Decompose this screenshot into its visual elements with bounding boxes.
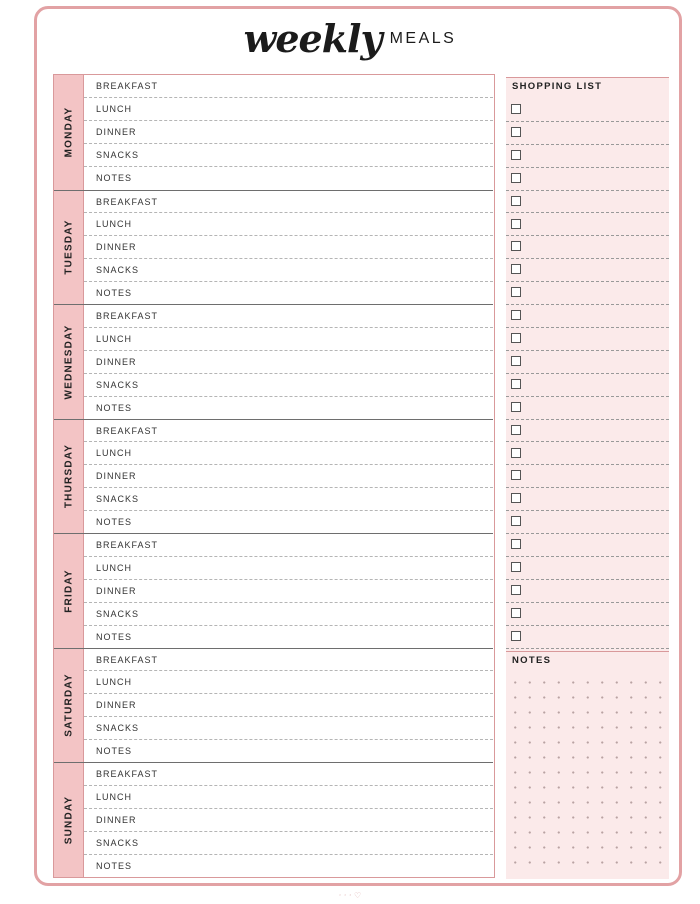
meal-label: BREAKFAST: [96, 311, 159, 321]
meal-label: BREAKFAST: [96, 425, 159, 436]
meal-row-snacks[interactable]: [84, 717, 493, 740]
shopping-list-item[interactable]: [506, 191, 669, 214]
meal-row-snacks[interactable]: [84, 259, 493, 282]
meal-label: DINNER: [96, 242, 137, 253]
day-block-sunday: [54, 762, 493, 877]
meal-row-lunch[interactable]: [84, 557, 493, 580]
checkbox-icon[interactable]: [511, 448, 521, 458]
shopping-list-item[interactable]: [506, 557, 669, 580]
weekly-meal-grid: [53, 74, 495, 878]
notes-heading: NOTES: [512, 655, 552, 666]
shopping-list-item[interactable]: [506, 99, 669, 122]
day-block-tuesday: [54, 190, 493, 305]
meal-label: DINNER: [96, 126, 137, 137]
shopping-list-item[interactable]: [506, 443, 669, 466]
meal-row-snacks[interactable]: [84, 488, 493, 511]
meal-label: SNACKS: [96, 723, 140, 734]
shopping-list-item[interactable]: [506, 168, 669, 191]
day-block-friday: [54, 533, 493, 648]
checkbox-icon[interactable]: [511, 608, 521, 618]
day-block-monday: [54, 75, 493, 190]
meal-label: DINNER: [96, 700, 137, 711]
meal-row-snacks[interactable]: [84, 832, 493, 855]
checkbox-icon[interactable]: [511, 356, 521, 366]
meal-row-notes[interactable]: [84, 511, 493, 534]
side-panel: [506, 77, 669, 879]
meal-row-breakfast[interactable]: [84, 305, 493, 328]
meal-label: BREAKFAST: [96, 540, 159, 550]
checkbox-icon[interactable]: [511, 539, 521, 549]
meal-row-notes[interactable]: [84, 855, 493, 878]
day-block-saturday: [54, 648, 493, 763]
day-name: SATURDAY: [63, 673, 74, 737]
shopping-list-item[interactable]: [506, 534, 669, 557]
day-name: WEDNESDAY: [63, 324, 74, 400]
meal-row-lunch[interactable]: [84, 786, 493, 809]
day-label: [54, 534, 84, 648]
meal-row-snacks[interactable]: [84, 144, 493, 167]
checkbox-icon[interactable]: [511, 196, 521, 206]
checkbox-icon[interactable]: [511, 585, 521, 595]
meal-label: SNACKS: [96, 608, 140, 619]
notes-header: [506, 651, 669, 673]
meal-label: NOTES: [96, 402, 133, 413]
day-label: [54, 305, 84, 419]
meal-label: LUNCH: [96, 791, 133, 802]
day-label: [54, 420, 84, 534]
footer-signature-mark: · · · ♡: [338, 891, 362, 900]
checkbox-icon[interactable]: [511, 241, 521, 251]
day-name: THURSDAY: [63, 444, 74, 509]
meal-row-dinner[interactable]: [84, 236, 493, 259]
checkbox-icon[interactable]: [511, 493, 521, 503]
checkbox-icon[interactable]: [511, 562, 521, 572]
meal-row-lunch[interactable]: [84, 213, 493, 236]
shopping-list-item[interactable]: [506, 305, 669, 328]
meal-row-snacks[interactable]: [84, 374, 493, 397]
checkbox-icon[interactable]: [511, 104, 521, 114]
meal-row-breakfast[interactable]: [84, 763, 493, 786]
shopping-list-item[interactable]: [506, 511, 669, 534]
meal-label: SNACKS: [96, 494, 140, 505]
checkbox-icon[interactable]: [511, 402, 521, 412]
meal-label: LUNCH: [96, 448, 133, 459]
meal-label: DINNER: [96, 356, 137, 367]
meal-label: NOTES: [96, 860, 133, 871]
checkbox-icon[interactable]: [511, 150, 521, 160]
meal-label: NOTES: [96, 172, 133, 183]
meal-label: NOTES: [96, 517, 133, 528]
meal-row-dinner[interactable]: [84, 580, 493, 603]
meal-row-breakfast[interactable]: [84, 75, 493, 98]
meal-row-dinner[interactable]: [84, 351, 493, 374]
checkbox-icon[interactable]: [511, 310, 521, 320]
shopping-list-item[interactable]: [506, 236, 669, 259]
meal-row-notes[interactable]: [84, 626, 493, 649]
meal-label: NOTES: [96, 288, 133, 299]
meal-label: DINNER: [96, 585, 137, 596]
meal-row-dinner[interactable]: [84, 694, 493, 717]
title-script-word: weekly: [243, 16, 382, 61]
meal-label: NOTES: [96, 631, 133, 642]
shopping-list-item[interactable]: [506, 488, 669, 511]
checkbox-icon[interactable]: [511, 379, 521, 389]
shopping-list-item[interactable]: [506, 145, 669, 168]
day-name: TUESDAY: [63, 219, 74, 275]
day-name: FRIDAY: [63, 568, 74, 613]
meal-label: LUNCH: [96, 333, 133, 344]
checkbox-icon[interactable]: [511, 631, 521, 641]
shopping-list-item[interactable]: [506, 259, 669, 282]
meal-label: LUNCH: [96, 677, 133, 688]
checkbox-icon[interactable]: [511, 425, 521, 435]
meal-row-notes[interactable]: [84, 740, 493, 763]
page-title: [0, 16, 700, 61]
day-block-thursday: [54, 419, 493, 534]
shopping-list-item[interactable]: [506, 626, 669, 649]
checkbox-icon[interactable]: [511, 173, 521, 183]
meal-label: BREAKFAST: [96, 81, 159, 91]
meal-row-snacks[interactable]: [84, 603, 493, 626]
checkbox-icon[interactable]: [511, 516, 521, 526]
shopping-list-item[interactable]: [506, 122, 669, 145]
checkbox-icon[interactable]: [511, 287, 521, 297]
meal-label: LUNCH: [96, 562, 133, 573]
meal-row-dinner[interactable]: [84, 465, 493, 488]
checkbox-icon[interactable]: [511, 333, 521, 343]
shopping-list-item[interactable]: [506, 374, 669, 397]
meal-label: LUNCH: [96, 103, 133, 114]
meal-label: SNACKS: [96, 149, 140, 160]
meal-label: DINNER: [96, 471, 137, 482]
meal-row-lunch[interactable]: [84, 442, 493, 465]
meal-label: DINNER: [96, 814, 137, 825]
day-label: [54, 191, 84, 305]
shopping-list-item[interactable]: [506, 328, 669, 351]
shopping-list-item[interactable]: [506, 420, 669, 443]
meal-label: BREAKFAST: [96, 196, 159, 207]
meal-row-breakfast[interactable]: [84, 191, 493, 214]
checkbox-icon[interactable]: [511, 127, 521, 137]
meal-row-notes[interactable]: [84, 167, 493, 190]
meal-row-breakfast[interactable]: [84, 649, 493, 672]
meal-label: BREAKFAST: [96, 654, 159, 665]
day-label: [54, 75, 84, 190]
shopping-list-item[interactable]: [506, 282, 669, 305]
notes-dot-grid[interactable]: [508, 675, 666, 875]
meal-row-breakfast[interactable]: [84, 420, 493, 443]
shopping-list-item[interactable]: [506, 465, 669, 488]
meal-label: LUNCH: [96, 219, 133, 230]
meal-label: SNACKS: [96, 379, 140, 390]
meal-label: BREAKFAST: [96, 769, 159, 779]
title-caps-word: MEALS: [389, 29, 457, 47]
meal-label: SNACKS: [96, 265, 140, 276]
meal-label: NOTES: [96, 746, 133, 757]
meal-row-lunch[interactable]: [84, 328, 493, 351]
shopping-list-item[interactable]: [506, 603, 669, 626]
day-name: SUNDAY: [63, 795, 74, 845]
meal-row-dinner[interactable]: [84, 809, 493, 832]
meal-row-lunch[interactable]: [84, 671, 493, 694]
shopping-list-item[interactable]: [506, 214, 669, 237]
shopping-list-item[interactable]: [506, 351, 669, 374]
shopping-list-heading: SHOPPING LIST: [512, 81, 603, 92]
checkbox-icon[interactable]: [511, 264, 521, 274]
shopping-list-header: [506, 77, 669, 99]
meal-row-breakfast[interactable]: [84, 534, 493, 557]
day-label: [54, 763, 84, 877]
day-label: [54, 649, 84, 763]
meal-row-notes[interactable]: [84, 397, 493, 420]
meal-row-notes[interactable]: [84, 282, 493, 305]
day-name: MONDAY: [63, 106, 74, 158]
checkbox-icon[interactable]: [511, 219, 521, 229]
meal-label: SNACKS: [96, 837, 140, 848]
meal-row-dinner[interactable]: [84, 121, 493, 144]
day-block-wednesday: [54, 304, 493, 419]
shopping-list-item[interactable]: [506, 580, 669, 603]
shopping-list-item[interactable]: [506, 397, 669, 420]
checkbox-icon[interactable]: [511, 470, 521, 480]
meal-row-lunch[interactable]: [84, 98, 493, 121]
